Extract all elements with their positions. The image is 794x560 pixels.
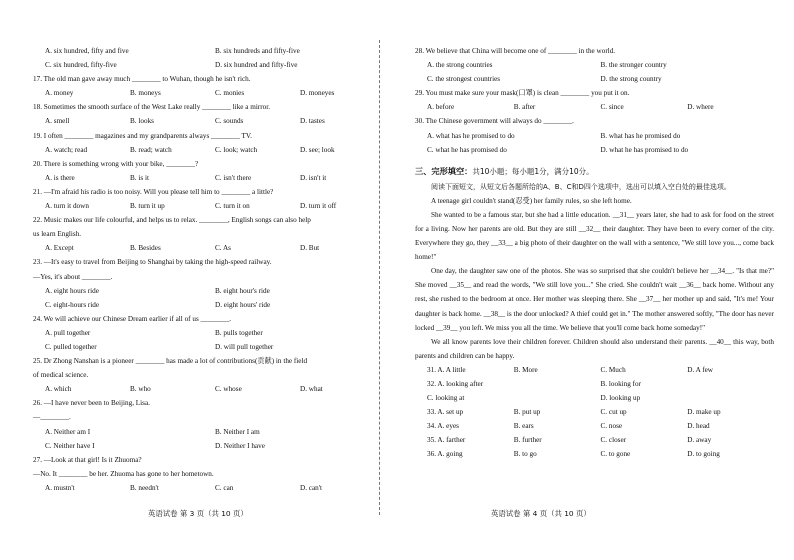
section-scoring: 共10小题；每小题1分，满分10分。 xyxy=(472,166,594,176)
question-text: 27. —Look at that girl! Is it Zhuoma? xyxy=(33,455,142,464)
answer-option: A. smell xyxy=(45,117,70,126)
answer-option: B. is it xyxy=(130,173,149,182)
question-text: 26. —I have never been to Beijing, Lisa. xyxy=(33,399,150,408)
answer-options-row xyxy=(33,143,385,157)
answer-option: B. needn't xyxy=(130,483,159,492)
answer-option: 34. A. eyes xyxy=(427,422,459,431)
answer-options-row xyxy=(415,447,774,461)
question-text: 25. Dr Zhong Nanshan is a pioneer ________ has made a lot of contributions(贡献) in the field xyxy=(33,357,308,366)
answer-options-row xyxy=(33,425,385,439)
answer-options-row xyxy=(33,298,385,312)
answer-option: B. to go xyxy=(513,450,537,459)
answer-option: B. eight hour's ride xyxy=(215,286,270,295)
question-text: 24. We will achieve our Chinese Dream earlier if all of us ________. xyxy=(33,314,232,323)
answer-option: C. what he has promised do xyxy=(427,145,507,154)
answer-option: D. isn't it xyxy=(300,173,327,182)
question-text: —No. It ________ be her. Zhuoma has gone to her hometown. xyxy=(33,469,214,478)
answer-option: C. looking at xyxy=(427,394,465,403)
answer-option: B. moneys xyxy=(130,89,161,98)
answer-options-row xyxy=(415,391,774,405)
answer-option: C. six hundred, fifty-five xyxy=(45,61,117,70)
answer-options-row xyxy=(33,86,385,100)
answer-option: C. whose xyxy=(215,385,242,394)
answer-option: C. cut up xyxy=(600,408,627,417)
answer-option: A. six hundred, fifty and five xyxy=(45,47,129,55)
answer-options-row xyxy=(415,129,774,143)
answer-option: D. the strong country xyxy=(600,75,662,84)
question-text: —Yes, it's about ________. xyxy=(33,272,113,281)
answer-option: C. nose xyxy=(600,422,623,431)
answer-option: D. tastes xyxy=(300,117,325,126)
answer-option: B. what has he promised do xyxy=(600,131,681,140)
answer-option: D. what xyxy=(300,385,323,394)
section-instructions: 阅读下面短文，从短文后各题所给的A、B、C和D四个选项中，选出可以填入空白处的最佳选项。 xyxy=(431,182,731,191)
answer-option: A. Neither am I xyxy=(45,427,91,436)
question-text: —________. xyxy=(33,413,71,422)
answer-option: B. put up xyxy=(513,408,541,417)
right-page xyxy=(397,0,794,560)
answer-option: A. is there xyxy=(45,173,75,182)
answer-option: D. Neither I have xyxy=(215,441,265,450)
answer-options-row xyxy=(33,44,385,58)
answer-options-row xyxy=(415,377,774,391)
question-text: of medical science. xyxy=(33,371,89,380)
right-content xyxy=(415,44,774,462)
question-text: 29. You must make sure your mask(口罩) is clean ________ you put it on. xyxy=(415,89,630,98)
question-text: 30. The Chinese government will always do ________. xyxy=(415,117,574,126)
right-page-footer: 英语试卷 第 4 页（共 10 页） xyxy=(491,509,591,518)
answer-option: C. closer xyxy=(600,436,627,445)
answer-option: 32. A. looking after xyxy=(427,379,484,388)
answer-option: D. can't xyxy=(300,483,323,492)
question-text: 28. We believe that China will become one of ________ in the world. xyxy=(415,47,616,55)
answer-option: B. Neither I am xyxy=(215,427,260,436)
question-text: 20. There is something wrong with your bike, ________? xyxy=(33,159,199,168)
answer-option: A. the strong countries xyxy=(427,61,493,70)
answer-option: D. six hundred and fifty-five xyxy=(215,61,298,70)
passage-paragraph: She wanted to be a famous star, but she had a little education. __31__ years later, she had to ask for food on the street for a living. Now her parents are old. But they are still __32__ their daughter. They have been to every corner of the city. Everywhere they go, they __33__ a big photo of their daughter on the wall with a sentence, "We still love you..., come back home!" xyxy=(415,210,774,262)
answer-option: D. make up xyxy=(687,408,721,417)
answer-options-row xyxy=(33,199,385,213)
answer-option: A. money xyxy=(45,89,74,98)
answer-option: B. who xyxy=(130,385,151,394)
answer-option: B. read; watch xyxy=(130,145,172,154)
answer-option: A. Except xyxy=(45,244,74,253)
answer-option: D. see; look xyxy=(300,145,335,154)
answer-option: D. what he has promised to do xyxy=(600,145,689,154)
section-heading xyxy=(415,163,774,180)
answer-options-row xyxy=(415,143,774,157)
question-text: 19. I often ________ magazines and my grandparents always ________ TV. xyxy=(33,131,252,140)
answer-options-row xyxy=(415,363,774,377)
question-text: 22. Music makes our life colourful, and helps us to relax. ________, English songs can also help xyxy=(33,216,311,225)
answer-options-row xyxy=(33,171,385,185)
answer-options-row xyxy=(33,439,385,453)
left-question-list xyxy=(33,44,385,495)
answer-option: C. Much xyxy=(600,365,626,374)
answer-option: C. can xyxy=(215,483,234,492)
answer-option: A. before xyxy=(427,103,455,112)
answer-option: A. pull together xyxy=(45,328,91,337)
passage-paragraph: We all know parents love their children forever. Children should also understand their parents. __40__ this way, both parents and children can be happy. xyxy=(415,337,774,360)
answer-options-row xyxy=(415,58,774,72)
answer-options-row xyxy=(33,481,385,495)
cloze-options-list xyxy=(415,363,774,462)
answer-option: C. pulled together xyxy=(45,342,97,351)
answer-options-row xyxy=(33,114,385,128)
answer-option: D. head xyxy=(687,422,710,431)
cloze-passage xyxy=(415,194,774,363)
question-text: 18. Sometimes the smooth surface of the West Lake really ________ like a mirror. xyxy=(33,103,271,112)
answer-option: 31. A. A little xyxy=(427,365,466,374)
answer-option: C. to gone xyxy=(600,450,631,459)
answer-option: D. eight hours' ride xyxy=(215,300,271,309)
answer-options-row xyxy=(33,284,385,298)
passage-paragraph: One day, the daughter saw one of the photos. She was so surprised that she couldn't believe her __34__. "Is that me?" She moved __35__ and read the words, "We still love you..." She cried. She couldn't wait __36__ back home. Without any rest, she rushed to the bedroom at once. Her mother was sleeping there. She __37__ her mother up and said, "It's me! Your daughter is back home. __38__ is the door unlocked? A thief could get in." The mother answered softly, "The door has never locked __39__ you left. We miss you all the time. We believe that you'll come back home someday!" xyxy=(415,267,774,332)
page-divider xyxy=(379,40,380,515)
answer-option: B. pulls together xyxy=(215,328,263,337)
answer-option: B. six hundreds and fifty-five xyxy=(215,47,300,55)
answer-option: C. eight-hours ride xyxy=(45,300,100,309)
answer-option: B. Besides xyxy=(130,244,161,253)
answer-option: C. sounds xyxy=(215,117,244,126)
answer-options-row xyxy=(415,419,774,433)
section-title: 三、完形填空： xyxy=(415,165,473,176)
question-text: us learn English. xyxy=(33,230,82,239)
answer-option: B. looking for xyxy=(600,379,642,388)
answer-option: C. the strongest countries xyxy=(427,75,501,84)
answer-option: C. turn it on xyxy=(215,202,250,211)
answer-option: 36. A. going xyxy=(427,450,463,459)
answer-option: C. As xyxy=(215,244,231,253)
answer-option: A. eight hours ride xyxy=(45,286,99,295)
question-text: 23. —It's easy to travel from Beijing to Shanghai by taking the high-speed railway. xyxy=(33,258,272,267)
answer-options-row xyxy=(33,326,385,340)
passage-paragraph: A teenage girl couldn't stand(忍受) her family rules, so she left home. xyxy=(431,196,632,205)
answer-option: D. where xyxy=(687,103,714,112)
answer-options-row xyxy=(33,340,385,354)
answer-option: A. turn it down xyxy=(45,202,89,211)
answer-option: A. what has he promised to do xyxy=(427,131,515,140)
question-text: 17. The old man gave away much ________ to Wuhan, though he isn't rich. xyxy=(33,75,251,84)
answer-option: C. since xyxy=(600,103,624,112)
question-text: 21. —I'm afraid his radio is too noisy. Will you please tell him to ________ a little? xyxy=(33,187,274,196)
answer-options-row xyxy=(33,58,385,72)
answer-option: D. turn it off xyxy=(300,202,337,211)
answer-option: C. isn't there xyxy=(215,173,252,182)
answer-option: A. which xyxy=(45,385,72,394)
answer-options-row xyxy=(415,72,774,86)
answer-option: D. looking up xyxy=(600,394,641,403)
answer-option: C. look; watch xyxy=(215,145,258,154)
answer-options-row xyxy=(415,100,774,114)
answer-options-row xyxy=(33,241,385,255)
answer-option: D. to going xyxy=(687,450,720,459)
answer-option: B. further xyxy=(513,436,542,445)
answer-option: A. watch; read xyxy=(45,145,88,154)
answer-option: D. away xyxy=(687,436,712,445)
answer-option: D. moneyes xyxy=(300,89,335,98)
answer-options-row xyxy=(415,405,774,419)
answer-option: B. the stronger country xyxy=(600,61,667,70)
answer-option: A. mustn't xyxy=(45,483,75,492)
answer-option: B. More xyxy=(513,365,538,374)
answer-options-row xyxy=(415,433,774,447)
answer-option: 35. A. farther xyxy=(427,436,466,445)
right-question-list xyxy=(415,44,774,157)
answer-option: C. monies xyxy=(215,89,245,98)
answer-option: B. ears xyxy=(513,422,534,431)
answer-options-row xyxy=(33,382,385,396)
answer-option: 33. A. set up xyxy=(427,408,464,417)
answer-option: D. But xyxy=(300,244,320,253)
answer-option: B. looks xyxy=(130,117,154,126)
answer-option: D. will pull together xyxy=(215,342,274,351)
answer-option: D. A few xyxy=(687,365,714,374)
left-page-footer: 英语试卷 第 3 页（共 10 页） xyxy=(148,509,248,518)
answer-option: B. turn it up xyxy=(130,202,165,211)
answer-option: B. after xyxy=(513,103,536,112)
answer-option: C. Neither have I xyxy=(45,441,95,450)
